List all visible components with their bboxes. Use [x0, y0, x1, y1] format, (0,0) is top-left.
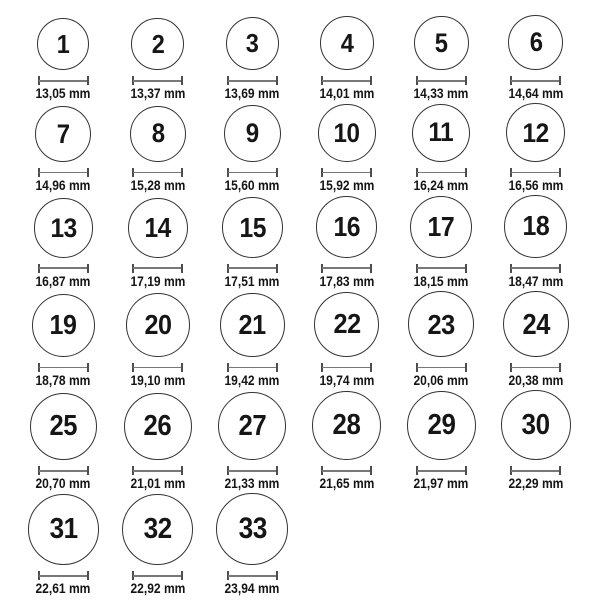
ring-circle [30, 393, 97, 460]
ruler-bar [133, 470, 182, 472]
ruler-tick [559, 363, 561, 372]
ring-size-number: 17 [427, 210, 455, 242]
ring-size-number: 19 [49, 309, 77, 341]
ring-size-cell [16, 294, 111, 388]
ring-size-number: 2 [151, 28, 165, 59]
ring-size-number: 10 [333, 117, 360, 148]
ring-size-cell [111, 494, 206, 596]
diameter-label: 17,19 mm [130, 272, 186, 289]
diameter-label: 15,28 mm [130, 177, 186, 193]
ruler-bar [39, 267, 88, 269]
ruler-tick [87, 168, 89, 177]
ring-size-cell [111, 198, 206, 289]
diameter-ruler [510, 466, 561, 475]
diameter-ruler [38, 168, 89, 177]
diameter-ruler [132, 571, 183, 580]
diameter-ruler [416, 466, 467, 475]
ring-circle [412, 104, 470, 162]
ring-size-cell [111, 18, 206, 102]
diameter-ruler [227, 571, 278, 580]
ring-circle [504, 195, 567, 258]
ring-circle [220, 293, 285, 358]
ring-size-number: 21 [238, 308, 266, 340]
diameter-label: 21,97 mm [413, 475, 469, 492]
diameter-ruler [38, 76, 89, 85]
ruler-bar [417, 172, 466, 174]
ring-size-number: 32 [143, 512, 172, 545]
ring-size-cell [111, 106, 206, 193]
ruler-tick [276, 571, 278, 580]
ring-size-cell [205, 493, 300, 596]
ruler-tick [465, 466, 467, 475]
ring-size-number: 33 [238, 512, 267, 545]
diameter-ruler [321, 363, 372, 372]
ring-size-cell [394, 196, 489, 289]
ring-size-number: 27 [238, 409, 267, 442]
diameter-label: 22,29 mm [508, 475, 564, 492]
ring-size-cell [489, 195, 584, 289]
ring-circle [34, 198, 94, 258]
diameter-ruler [227, 264, 278, 273]
diameter-label: 17,83 mm [319, 272, 375, 289]
diameter-label: 13,69 mm [224, 85, 280, 102]
ruler-bar [417, 367, 466, 369]
diameter-ruler [321, 168, 372, 177]
ring-size-number: 23 [427, 308, 455, 341]
ruler-bar [417, 470, 466, 472]
ruler-tick [87, 264, 89, 273]
diameter-ruler [227, 76, 278, 85]
ring-circle [501, 390, 571, 460]
ring-size-number: 22 [333, 308, 361, 340]
diameter-ruler [132, 76, 183, 85]
ring-size-number: 12 [522, 117, 549, 149]
ring-size-number: 4 [340, 28, 354, 59]
diameter-label: 14,01 mm [319, 85, 375, 102]
ring-size-number: 6 [529, 27, 543, 58]
ruler-tick [181, 76, 183, 85]
ring-circle [503, 291, 569, 357]
ruler-tick [559, 168, 561, 177]
ring-size-row [16, 15, 600, 101]
ruler-bar [39, 367, 88, 369]
ring-size-number: 15 [238, 211, 266, 243]
ruler-tick [276, 466, 278, 475]
diameter-ruler [416, 363, 467, 372]
diameter-label: 14,64 mm [508, 85, 564, 102]
ruler-bar [133, 575, 182, 577]
diameter-label: 23,94 mm [224, 580, 280, 597]
diameter-ruler [132, 264, 183, 273]
diameter-ruler [416, 76, 467, 85]
ring-size-number: 28 [332, 409, 361, 442]
ruler-tick [276, 363, 278, 372]
ruler-bar [133, 367, 182, 369]
ring-size-number: 5 [434, 27, 448, 58]
ring-size-number: 30 [521, 408, 550, 441]
ring-circle [508, 15, 563, 70]
ring-size-number: 13 [50, 212, 77, 244]
ring-circle [130, 106, 186, 162]
ruler-bar [39, 470, 88, 472]
ruler-tick [465, 76, 467, 85]
diameter-label: 19,10 mm [130, 372, 186, 388]
diameter-label: 15,60 mm [224, 177, 280, 193]
ring-size-row [16, 103, 600, 193]
diameter-ruler [38, 571, 89, 580]
ring-size-number: 3 [245, 28, 259, 59]
ring-size-cell [205, 105, 300, 193]
diameter-label: 19,74 mm [319, 372, 375, 388]
ruler-bar [133, 172, 182, 174]
diameter-label: 19,42 mm [224, 372, 280, 388]
ring-circle [218, 392, 286, 460]
ring-size-cell [16, 106, 111, 193]
ruler-bar [39, 80, 88, 82]
ring-size-number: 18 [522, 210, 550, 242]
ring-size-number: 25 [49, 410, 78, 443]
ring-circle [320, 16, 374, 70]
ruler-tick [559, 264, 561, 273]
ring-circle [126, 293, 190, 357]
ring-size-cell [300, 292, 395, 388]
diameter-ruler [132, 363, 183, 372]
ruler-bar [228, 80, 277, 82]
ring-size-cell [16, 198, 111, 289]
ruler-tick [181, 264, 183, 273]
ring-size-cell [111, 393, 206, 492]
ring-circle [226, 17, 279, 70]
ruler-bar [228, 172, 277, 174]
ring-size-number: 29 [427, 408, 456, 441]
diameter-label: 20,70 mm [35, 475, 91, 492]
ring-size-cell [16, 393, 111, 491]
ruler-tick [370, 466, 372, 475]
ruler-bar [511, 470, 560, 472]
diameter-ruler [227, 466, 278, 475]
ruler-tick [181, 466, 183, 475]
ruler-bar [133, 80, 182, 82]
diameter-label: 21,65 mm [319, 475, 375, 492]
diameter-label: 22,92 mm [130, 580, 186, 597]
diameter-ruler [321, 264, 372, 273]
ring-circle [414, 16, 469, 71]
diameter-ruler [510, 168, 561, 177]
ruler-bar [39, 172, 88, 174]
ruler-tick [559, 466, 561, 475]
ring-size-cell [489, 103, 584, 193]
ruler-tick [276, 76, 278, 85]
ruler-bar [417, 267, 466, 269]
diameter-ruler [510, 76, 561, 85]
ring-size-row [16, 390, 600, 491]
ring-size-cell [394, 291, 489, 388]
ruler-bar [511, 267, 560, 269]
ruler-tick [87, 466, 89, 475]
ruler-bar [322, 80, 371, 82]
diameter-label: 18,78 mm [35, 372, 91, 388]
ruler-bar [511, 367, 560, 369]
ring-circle [312, 391, 381, 460]
ring-circle [506, 103, 565, 162]
diameter-ruler [132, 466, 183, 475]
ruler-bar [322, 172, 371, 174]
ring-size-cell [205, 392, 300, 491]
diameter-label: 17,51 mm [224, 272, 280, 289]
ruler-tick [559, 76, 561, 85]
ruler-tick [181, 571, 183, 580]
ring-size-cell [16, 494, 111, 596]
ring-circle [222, 197, 283, 258]
ring-circle [408, 291, 474, 357]
diameter-label: 13,05 mm [35, 85, 91, 102]
ruler-bar [228, 575, 277, 577]
diameter-label: 20,06 mm [413, 372, 469, 388]
ruler-bar [228, 470, 277, 472]
ring-size-cell [16, 18, 111, 101]
diameter-label: 16,56 mm [508, 177, 564, 193]
ruler-tick [276, 168, 278, 177]
ring-size-cell [205, 197, 300, 289]
ring-size-number: 8 [151, 118, 165, 149]
ruler-tick [370, 264, 372, 273]
diameter-ruler [227, 168, 278, 177]
ruler-bar [39, 575, 88, 577]
ring-size-cell [394, 104, 489, 193]
diameter-ruler [510, 363, 561, 372]
ruler-bar [322, 470, 371, 472]
ring-size-number: 26 [143, 410, 172, 443]
ruler-tick [87, 571, 89, 580]
ruler-tick [181, 363, 183, 372]
ring-circle [318, 104, 376, 162]
diameter-label: 21,33 mm [224, 475, 280, 492]
ruler-tick [370, 76, 372, 85]
ring-size-cell [205, 293, 300, 389]
ring-circle [316, 196, 377, 257]
diameter-label: 14,33 mm [413, 85, 469, 102]
ruler-bar [228, 267, 277, 269]
ruler-tick [370, 168, 372, 177]
ring-circle [35, 106, 91, 162]
diameter-label: 13,37 mm [130, 85, 186, 102]
ring-size-number: 14 [144, 211, 171, 243]
ruler-bar [322, 367, 371, 369]
ring-size-cell [300, 391, 395, 491]
ring-size-number: 31 [49, 513, 78, 546]
ruler-bar [133, 267, 182, 269]
diameter-ruler [132, 168, 183, 177]
ring-circle [407, 391, 477, 461]
ring-size-number: 1 [56, 29, 70, 60]
ring-size-row [16, 493, 600, 596]
ruler-tick [465, 363, 467, 372]
ring-size-number: 7 [56, 118, 70, 149]
ring-size-cell [489, 15, 584, 101]
ruler-tick [87, 363, 89, 372]
diameter-ruler [510, 264, 561, 273]
diameter-ruler [321, 466, 372, 475]
diameter-ruler [227, 363, 278, 372]
ring-size-cell [300, 196, 395, 288]
ring-size-cell [300, 16, 395, 101]
diameter-ruler [38, 264, 89, 273]
ring-circle [124, 393, 192, 461]
ring-size-cell [205, 17, 300, 101]
ruler-tick [181, 168, 183, 177]
ring-size-cell [394, 16, 489, 102]
ring-circle [131, 18, 184, 71]
ruler-bar [511, 80, 560, 82]
ring-circle [314, 292, 379, 357]
ruler-bar [417, 80, 466, 82]
ring-size-cell [394, 391, 489, 492]
ring-circle [122, 494, 193, 565]
diameter-label: 22,61 mm [35, 580, 91, 597]
ring-circle [410, 196, 472, 258]
ring-size-number: 24 [522, 307, 550, 340]
diameter-ruler [38, 363, 89, 372]
ring-size-number: 11 [428, 117, 454, 148]
ring-circle [216, 493, 288, 565]
diameter-ruler [416, 264, 467, 273]
diameter-ruler [416, 168, 467, 177]
ruler-tick [370, 363, 372, 372]
diameter-ruler [38, 466, 89, 475]
ring-circle [32, 294, 95, 357]
diameter-ruler [321, 76, 372, 85]
ring-size-cell [300, 104, 395, 193]
diameter-label: 14,96 mm [35, 177, 91, 193]
diameter-label: 21,01 mm [130, 475, 186, 492]
ring-size-cell [111, 293, 206, 388]
ring-size-row [16, 195, 600, 289]
ring-circle [224, 105, 281, 162]
ring-size-number: 16 [333, 211, 361, 243]
diameter-label: 18,47 mm [508, 272, 564, 289]
ruler-tick [465, 168, 467, 177]
ring-size-number: 20 [144, 309, 172, 341]
ring-circle [28, 494, 99, 565]
ring-circle [37, 18, 89, 70]
ring-size-cell [489, 291, 584, 388]
ruler-bar [322, 267, 371, 269]
diameter-label: 18,15 mm [413, 272, 469, 289]
diameter-label: 16,24 mm [413, 177, 469, 193]
ruler-tick [276, 264, 278, 273]
ring-size-cell [489, 390, 584, 491]
ring-circle [128, 198, 188, 258]
diameter-label: 15,92 mm [319, 177, 375, 193]
ruler-tick [87, 76, 89, 85]
ruler-tick [465, 264, 467, 273]
diameter-label: 16,87 mm [35, 272, 91, 289]
diameter-label: 20,38 mm [508, 372, 564, 388]
ring-size-row [16, 291, 600, 388]
ruler-bar [228, 367, 277, 369]
ruler-bar [511, 172, 560, 174]
ring-size-number: 9 [245, 118, 259, 149]
